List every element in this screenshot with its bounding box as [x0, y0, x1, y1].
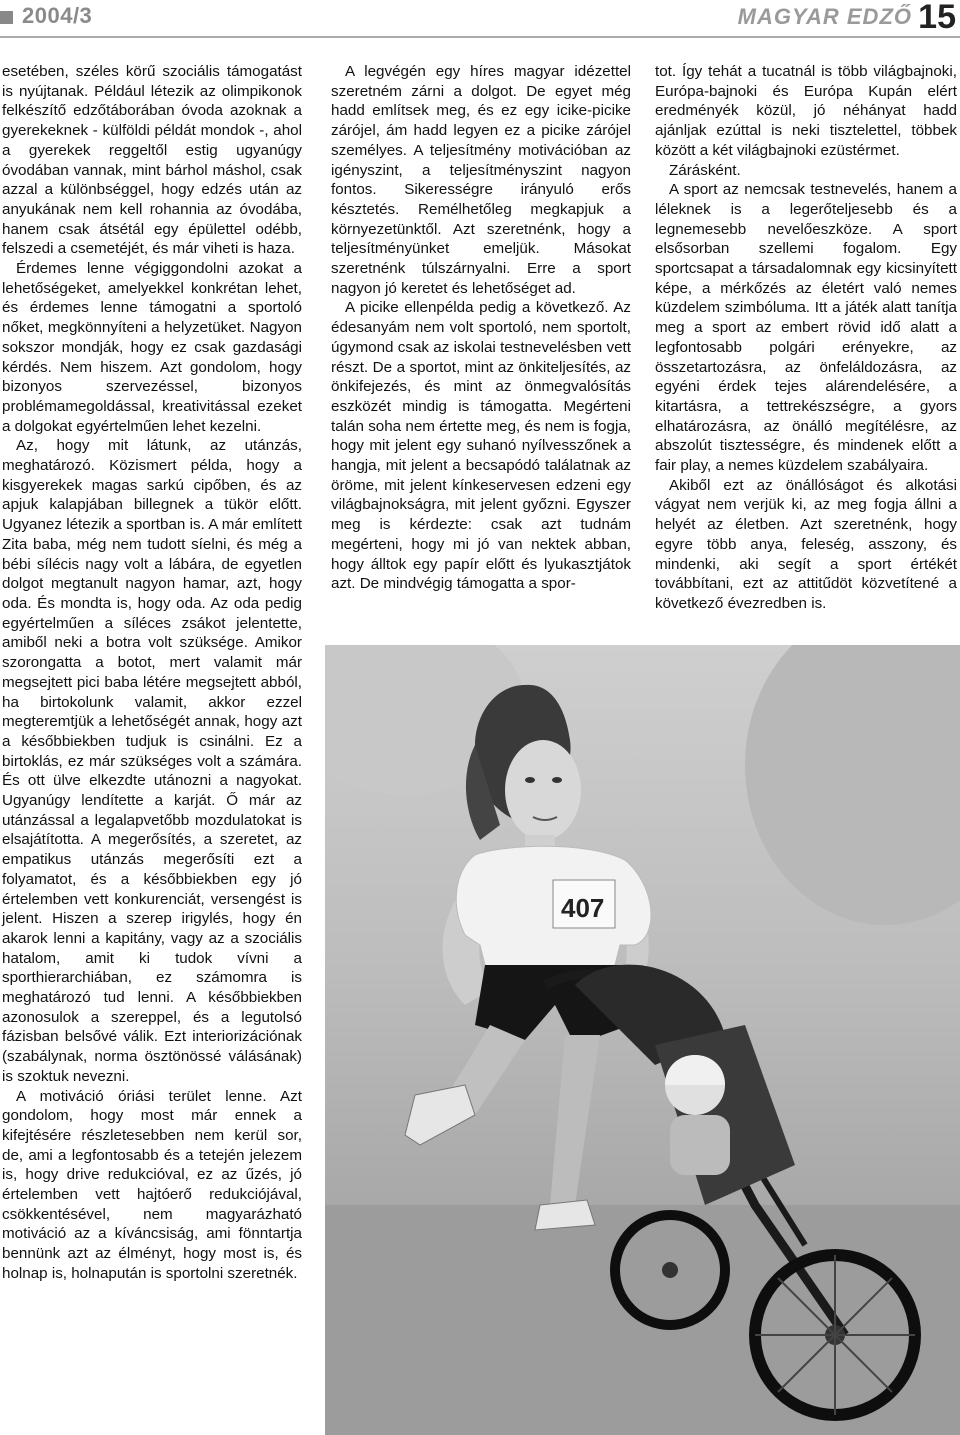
paragraph: tot. Így tehát a tucatnál is több világbajnoki, Európa-bajnoki és Európa Kupán elért eredményék közül, jó néhányat hadd ajánljak ezúttal is neki tisztelettel, többek között a két világbajnoki ezüstérmet.	[655, 63, 957, 159]
page-number: 15	[918, 0, 956, 36]
text-column-2	[331, 62, 631, 594]
text-column-3	[655, 62, 957, 614]
paragraph: Érdemes lenne végiggondolni azokat a lehetőségeket, amelyekkel konkrétan lehet, és érdemes lenne támogatni a sportoló nőket, megkönnyíteni a helyzetüket. Nagyon sokszor mondják, hogy ez csak gazdasági kérdés. Nem hiszem. Azt gondolom, hogy bizonyos szervezéssel, bizonyos problémamegoldással, kreativitással ezeket a dolgokat egyértelműen lehet kezelni.	[2, 260, 302, 435]
issue-label: 2004/3	[22, 3, 93, 28]
runner-with-stroller-photo	[325, 645, 960, 1435]
paragraph: Zárásként.	[669, 161, 741, 179]
header-square-icon	[0, 11, 13, 24]
paragraph: esetében, széles körű szociális támogatást is nyújtanak. Például létezik az olimpikonok felkészítő edzőtáborában óvoda azoknak a gyerekeknek - külföldi példát mondok -, ahol a gyerekek reggeltől estig ugyanúgy óvodában vannak, mint bárhol máshol, csak azzal a különbséggel, hogy edzés után az anyukának nem kell rohannia az óvodába, hanem csak átsétál egy épülettel odébb, felszedi a csemetéjét, és már viheti is haza.	[2, 63, 302, 258]
paragraph: A legvégén egy híres magyar idézettel szeretném zárni a dolgot. De egyet még hadd említsek meg, és ez egy icike-picike zárójel, ám hadd legyen ez a picike zárójel személyes. A teljesítmény motivációban az igényszint, a teljesítményszint nagyon fontos. Sikerességre irányuló erős késztetés. Remélhetőleg megkapjuk a környezetünktől. Azt szeretnénk, hogy a teljesítményünket emeljük. Másokat szeretnénk túlszárnyalni. Erre a sport nagyon jó keretet és lehetőséget ad.	[331, 63, 631, 297]
paragraph: A picike ellenpélda pedig a következő. Az édesanyám nem volt sportoló, nem sportolt, úgymond csak az iskolai testnevelésben vett részt. De a sportot, mint az önkiteljesítés, az önkifejezés, és mint az önmegvalósítás eszközét mindig is támogatta. Megérteni talán soha nem értette meg, és nem is fogja, hogy mit jelent egy suhanó nyílvesszőnek a hangja, mit jelent a becsapódó találatnak az öröme, mit jelent kínkeservesen edzeni egy világbajnokságra, mit jelent győzni. Egyszer meg is kérdezte: csak azt tudnám megérteni, hogy mi jó van nektek abban, hogy álltok egy papír előtt és lyukasztjátok azt. De mindvégig támogatta a spor-	[331, 299, 631, 593]
text-column-1	[2, 62, 302, 1284]
bib-number: 407	[561, 893, 605, 923]
paragraph: A motiváció óriási terület lenne. Azt gondolom, hogy most már ennek a kifejtésére részletesebben nem kerül sor, de, ami a legfontosabb és a tetején jelezem is, hogy drive redukcióval, ez az űzés, jó értelemben vett hajtóerő redukciójával, csökkentésével, nem magyarázható motiváció az a kíváncsiság, ami fönntartja bennünk azt az élményt, hogy most is, és holnap is, holnapután is sportolni szeretnék.	[2, 1087, 302, 1282]
paragraph: Akiből ezt az önállóságot és alkotási vágyat nem verjük ki, az meg fogja állni a helyét az életben. Azt szeretnénk, hogy egyre több anya, feleség, asszony, és mindenki, aki segít a sport értékét továbbítani, ezt az attitűdöt közvetítené a következő évezredben is.	[655, 476, 957, 612]
paragraph: Az, hogy mit látunk, az utánzás, meghatározó. Közismert példa, hogy a kisgyerekek magas sarkú cipőben, és az apjuk kalapjában billegnek a tükör előtt. Ugyanez létezik a sportban is. A már említett Zita baba, még nem tudott síelni, és még a bébi sílécis nagy volt a lábára, de egyetlen dolgot megtanult nagyon hamar, azt, hogy oda. És mondta is, hogy oda. Az oda pedig egyértelműen a síléces zsákot jelentette, amiből neki a botra volt szüksége. Amikor szorongatta a botot, mert valamit már megsejtett pici baba létére megsejtett abból, ha birtokolunk valamit, akkor ezzel megteremtjük a lehetőségét annak, hogy azt a későbbiekben tudjuk is csinálni. Ez a birtoklás, ez már szükséges volt a számára. És ott ülve elkezdte utánozni a nagyokat. Ugyanúgy lendítette a karját. Ő már az utánzással a legalapvetőbb mozdulatokat is elsajátította. A megerősítés, a szeretet, az empatikus utánzás megerősíti ezt a folyamatot, és a későbbiekben egy jó értelemben vett konkurenciát, versengést is jelent. Hiszen a szerep irigylés, hogy én akarok lenni a kapitány, vagy az a szociális hatalom, amit ki tudok vívni a sporthierarchiában, ez számomra is meghatározó tud lenni. A későbbiekben azonosulok a szereppel, és a legutolsó fázisban belsővé válik. Ezt interiorizációnak (szabálynak, norma ösztönössé válásának) is szoktuk nevezni.	[2, 437, 302, 1085]
page-header	[0, 0, 960, 38]
header-rule	[0, 36, 960, 38]
magazine-title: MAGYAR EDZŐ	[737, 4, 912, 29]
photo-illustration	[325, 645, 960, 1435]
paragraph: A sport az nemcsak testnevelés, hanem a léleknek is a legerőteljesebb és a legnemesebb nevelőeszköze. A sport elsősorban szellemi fogalom. Egy sportcsapat a társadalomnak egy kicsinyített képe, a mérkőzés az életért való nemes küzdelem szimbóluma. Itt a játék alatt tanítja meg a sport az embert rövid idő alatt a legfontosabb polgári erényekre, az összetartozásra, az önfeláldozásra, az egyéni érdek tejes alárendelésére, a kitartásra, a tettrekészségre, a gyors elhatározásra, az önálló megítélésre, az abszolút tisztességre, és mindenek előtt a fair play, a nemes küzdelem szabályaira.	[655, 181, 957, 475]
